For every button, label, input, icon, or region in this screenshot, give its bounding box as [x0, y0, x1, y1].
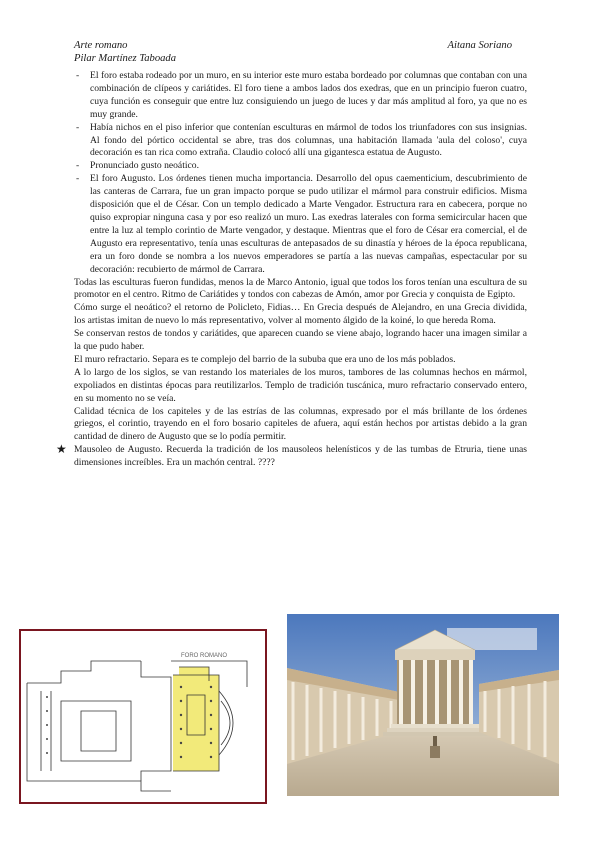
forum-reconstruction-drawing	[287, 614, 559, 796]
professor-name: Pilar Martínez Taboada	[74, 53, 177, 64]
course-title: Arte romano	[74, 40, 128, 51]
bullet-item: - Pronunciado gusto neoático.	[74, 160, 527, 173]
bullet-list	[74, 70, 527, 277]
star-item-text: Mausoleo de Augusto. Recuerda la tradición de los mausoleos helenísticos y de las tumbas de Etruria, tiene unas dimensiones increíbles. Era un machón central. ????	[74, 444, 527, 469]
student-name: Aitana Soriano	[447, 40, 512, 51]
forum-plan-figure	[19, 629, 267, 804]
forum-reconstruction-image	[287, 614, 559, 796]
bullet-item: - El foro estaba rodeado por un muro, en su interior este muro estaba bordeado por columnas que contaban con una combinación de clípeos y cariátides. El foro tiene a ambos lados dos exedras, que en un principio fueron cuatro, cuya función es conseguir que entre luz consiguiendo un juego de luces y dar más amplitud al foro, ya que no es muy grande.	[74, 70, 527, 122]
star-item	[56, 442, 527, 470]
paragraph: A lo largo de los siglos, se van restando los materiales de los muros, tambores de las columnas hechos en mármol, expoliados en distintas épocas para reutilizarlos. Templo de tradición tuscánica, muro refractario conservado entero, en su momento no se veía.	[74, 366, 527, 404]
paragraph: El muro refractario. Separa es te complejo del barrio de la sububa que era uno de los más poblados.	[74, 353, 456, 365]
bullet-item: - El foro Augusto. Los órdenes tienen mucha importancia. Desarrollo del opus caementicium, descubrimiento de las canteras de Carrara, fue un gran impacto porque se pudo utilizar el mármol para construir edificios. Misma disposición que el de César. Con un templo dedicado a Marte Vengador. Estructura rara en cabecera, porque no quiso expropiar ninguna casa y por eso realizó un muro. Las exedras laterales con forma semicircular hacen que entre la luz al templo corintio de Marte vengador, y destaque. Mientras que el foro de César era comercial, el de Augusto era representativo, tenía unas esculturas de antepasados de su dinastía y héroes de la época republicana, era un foro donde se nombra a los nuevos emperadores se partía a las nuevas campañas, espectacular por su decoración: recubierto de mármol de Carrara.	[74, 173, 527, 276]
bullet-item: - Había nichos en el piso inferior que contenían esculturas en mármol de todos los triunfadores con sus insignias. Al fondo del pórtico occidental se abre, tras dos columnas, una habitación llamada 'aula del coloso', cuya decoración es tan rica como extraña. Claudio colocó allí una gigantesca estatua de Augusto.	[74, 122, 527, 161]
plan-label: FORO ROMANO	[181, 653, 227, 659]
star-icon: ★	[56, 442, 67, 457]
paragraph: Se conservan restos de tondos y cariátides, que aparecen cuando se viene abajo, logrando hacer una imagen similar a la que pudo haber.	[74, 328, 527, 353]
paragraph: Todas las esculturas fueron fundidas, menos la de Marco Antonio, igual que todos los foros tenían una escultura de su promotor en el centro. Ritmo de Cariátides y tondos con cabezas de Amón, amor por Grecia y conquista de Egipto.	[74, 276, 527, 301]
paragraph: Cómo surge el neoático? el retorno de Policleto, Fidias… En Grecia después de Alejandro, en una Grecia dividida, los artistas imitan de nuevo lo más representativo, volver al momento álgido de la koiné, lo que hereda Roma.	[74, 302, 527, 327]
document-body	[56, 70, 527, 470]
paragraph: Calidad técnica de los capiteles y de las estrías de las columnas, expresado por el más brillante de los órdenes griegos, el corintio, trayendo en el foro bosario capiteles de afuera, aquí están hechos por artistas debido a la gran cantidad de dinero de Augusto que se lo podía permitir.	[74, 405, 527, 443]
forum-plan-drawing	[21, 631, 265, 802]
